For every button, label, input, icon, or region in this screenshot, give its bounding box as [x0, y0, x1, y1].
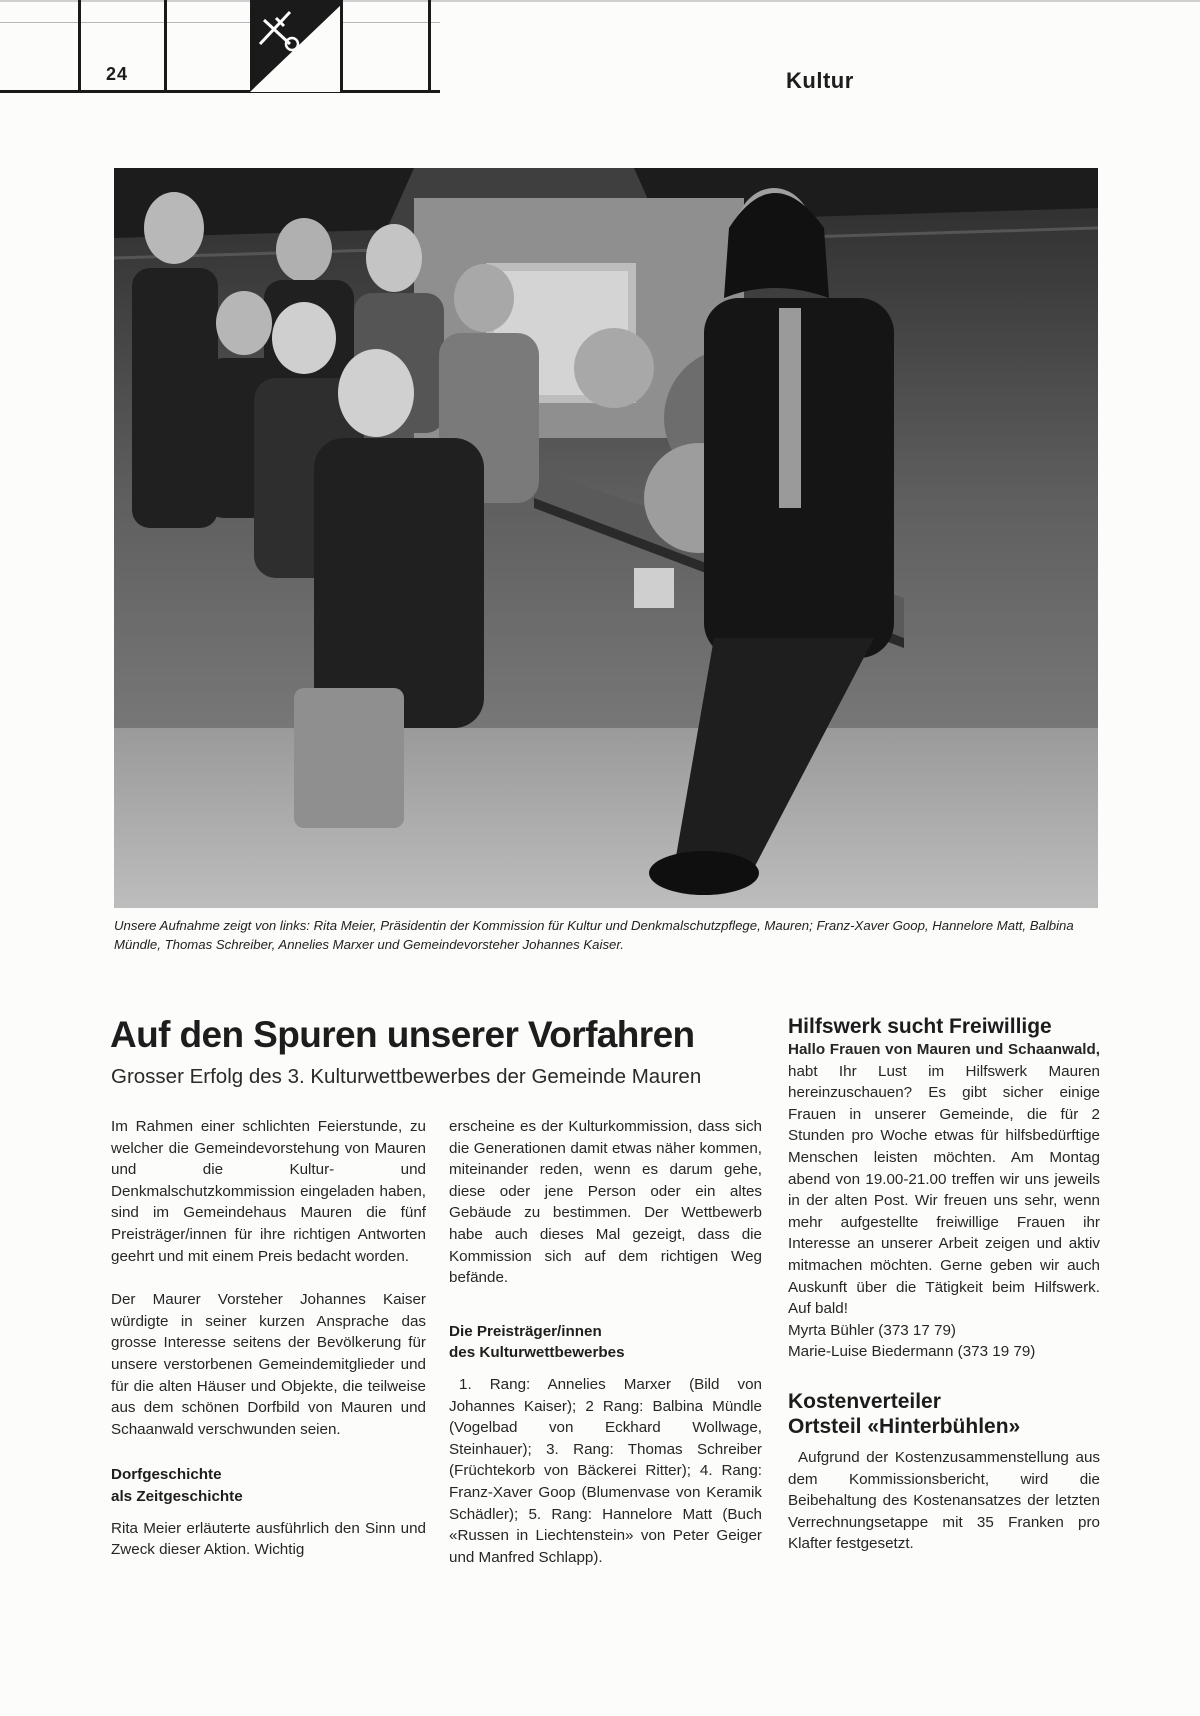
contact-line: Marie-Luise Biedermann (373 19 79)	[788, 1343, 1036, 1361]
section-title: Kultur	[786, 68, 854, 93]
header-base-rule	[0, 90, 440, 93]
sidebar-title-line: Kostenverteiler	[788, 1389, 941, 1413]
article-paragraph: erscheine es der Kulturkommission, dass sich die Generationen damit etwas näher kommen, miteinander reden, wenn es darum gehe, diese oder jene Person oder ein altes Gebäude zu bestimmen. Der Wettbewerb habe auch dieses Mal gezeigt, dass die Kommission sich auf dem richtigen Weg befände.	[449, 1118, 762, 1287]
contact-line: Myrta Bühler (373 17 79)	[788, 1321, 956, 1339]
sidebar-lead: Hallo Frauen von Mauren und Schaanwald,	[788, 1041, 1100, 1058]
sidebar-paragraph: Aufgrund der Kostenzusammenstellung aus dem Kommissionsbericht, wird die Beibehaltung des Kostenansatzes der letzten Verrechnungsetappe mit 35 Franken pro Klafter festgesetzt.	[788, 1448, 1100, 1553]
article-column-1	[111, 1116, 426, 1561]
subhead-line: Die Preisträger/innen	[449, 1322, 602, 1340]
subhead-line: als Zeitgeschichte	[111, 1487, 243, 1505]
header-top-rule	[0, 0, 1200, 2]
article-paragraph: Der Maurer Vorsteher Johannes Kaiser würdigte in seiner kurzen Ansprache das grosse Interesse seitens der Bevölkerung für unsere verstorbenen Gemeindemitglieder und für die alten Häuser und Objekte, die teilweise aus dem schönen Dorfbild von Mauren und Schaanwald verschwunden seien.	[111, 1291, 426, 1438]
subhead-line: des Kulturwettbewerbes	[449, 1344, 625, 1362]
subhead-preistraeger	[449, 1321, 762, 1364]
subhead-dorfgeschichte	[111, 1464, 426, 1507]
subhead-line: Dorfgeschichte	[111, 1466, 222, 1484]
page-number: 24	[106, 64, 129, 84]
sidebar-title-kostenverteiler	[788, 1389, 1100, 1439]
article-paragraph: Rita Meier erläuterte ausführlich den Sinn und Zweck dieser Aktion. Wichtig	[111, 1519, 426, 1559]
sidebar-body: habt Ihr Lust im Hilfswerk Mauren hereinzuschauen? Es gibt sicher einige Frauen in unserer Gemeinde, die für 2 Stunden pro Woche etwas für hilfsbedürftige Menschen leisten möchten. Am Montag abend von 19.00-21.00 treffen wir uns jeweils in der alten Post. Wir freuen uns sehr, wenn mehr aufgestellte freiwillige Frauen ihr Interesse an unserer Arbeit zeigen und aktiv mitmachen möchten. Gerne geben wir auch Auskunft über die Tätigkeit beim Hilfswerk. Auf bald!	[788, 1062, 1100, 1318]
photo-caption: Unsere Aufnahme zeigt von links: Rita Meier, Präsidentin der Kommission für Kultur und Denkmalschutzpflege, Mauren; Franz-Xaver Goop, Hannelore Matt, Balbina Mündle, Thomas Schreiber, Annelies Marxer und Gemeindevorsteher Johannes Kaiser.	[114, 918, 1074, 952]
article-subtitle: Grosser Erfolg des 3. Kulturwettbewerbes der Gemeinde Mauren	[111, 1065, 702, 1088]
header-grid-line	[340, 0, 343, 92]
header-grid-rule	[0, 22, 440, 23]
header-grid-line	[428, 0, 431, 92]
article-paragraph: Im Rahmen einer schlichten Feierstunde, zu welcher die Gemeindevorstehung von Mauren und die Kultur- und Denkmalschutzkommission eingeladen haben, sind im Gemeindehaus Mauren die fünf Preisträger/innen für ihre richtigen Antworten geehrt und mit einem Preis bedacht worden.	[111, 1118, 426, 1265]
crossed-tools-emblem-icon	[250, 0, 340, 92]
article-paragraph: 1. Rang: Annelies Marxer (Bild von Johannes Kaiser); 2 Rang: Balbina Mündle (Vogelbad von Eckhard Wollwage, Steinhauer); 3. Rang: Thomas Schreiber (Früchtekorb von Bäckerei Ritter); 4. Rang: Franz-Xaver Goop (Blumenvase von Keramik Schädler); 5. Rang: Hannelore Matt (Buch «Russen in Liechtenstein» von Peter Geiger und Manfred Schlapp).	[449, 1375, 762, 1566]
sidebar-title-line: Ortsteil «Hinterbühlen»	[788, 1414, 1021, 1438]
article-title: Auf den Spuren unserer Vorfahren	[110, 1014, 695, 1055]
sidebar-column	[788, 1014, 1100, 1555]
sidebar-paragraph	[788, 1039, 1100, 1320]
header-grid-line	[78, 0, 81, 92]
header-grid-line	[164, 0, 167, 92]
group-photo	[114, 168, 1098, 908]
article-column-2	[449, 1116, 762, 1568]
sidebar-title-hilfswerk: Hilfswerk sucht Freiwillige	[788, 1015, 1052, 1038]
